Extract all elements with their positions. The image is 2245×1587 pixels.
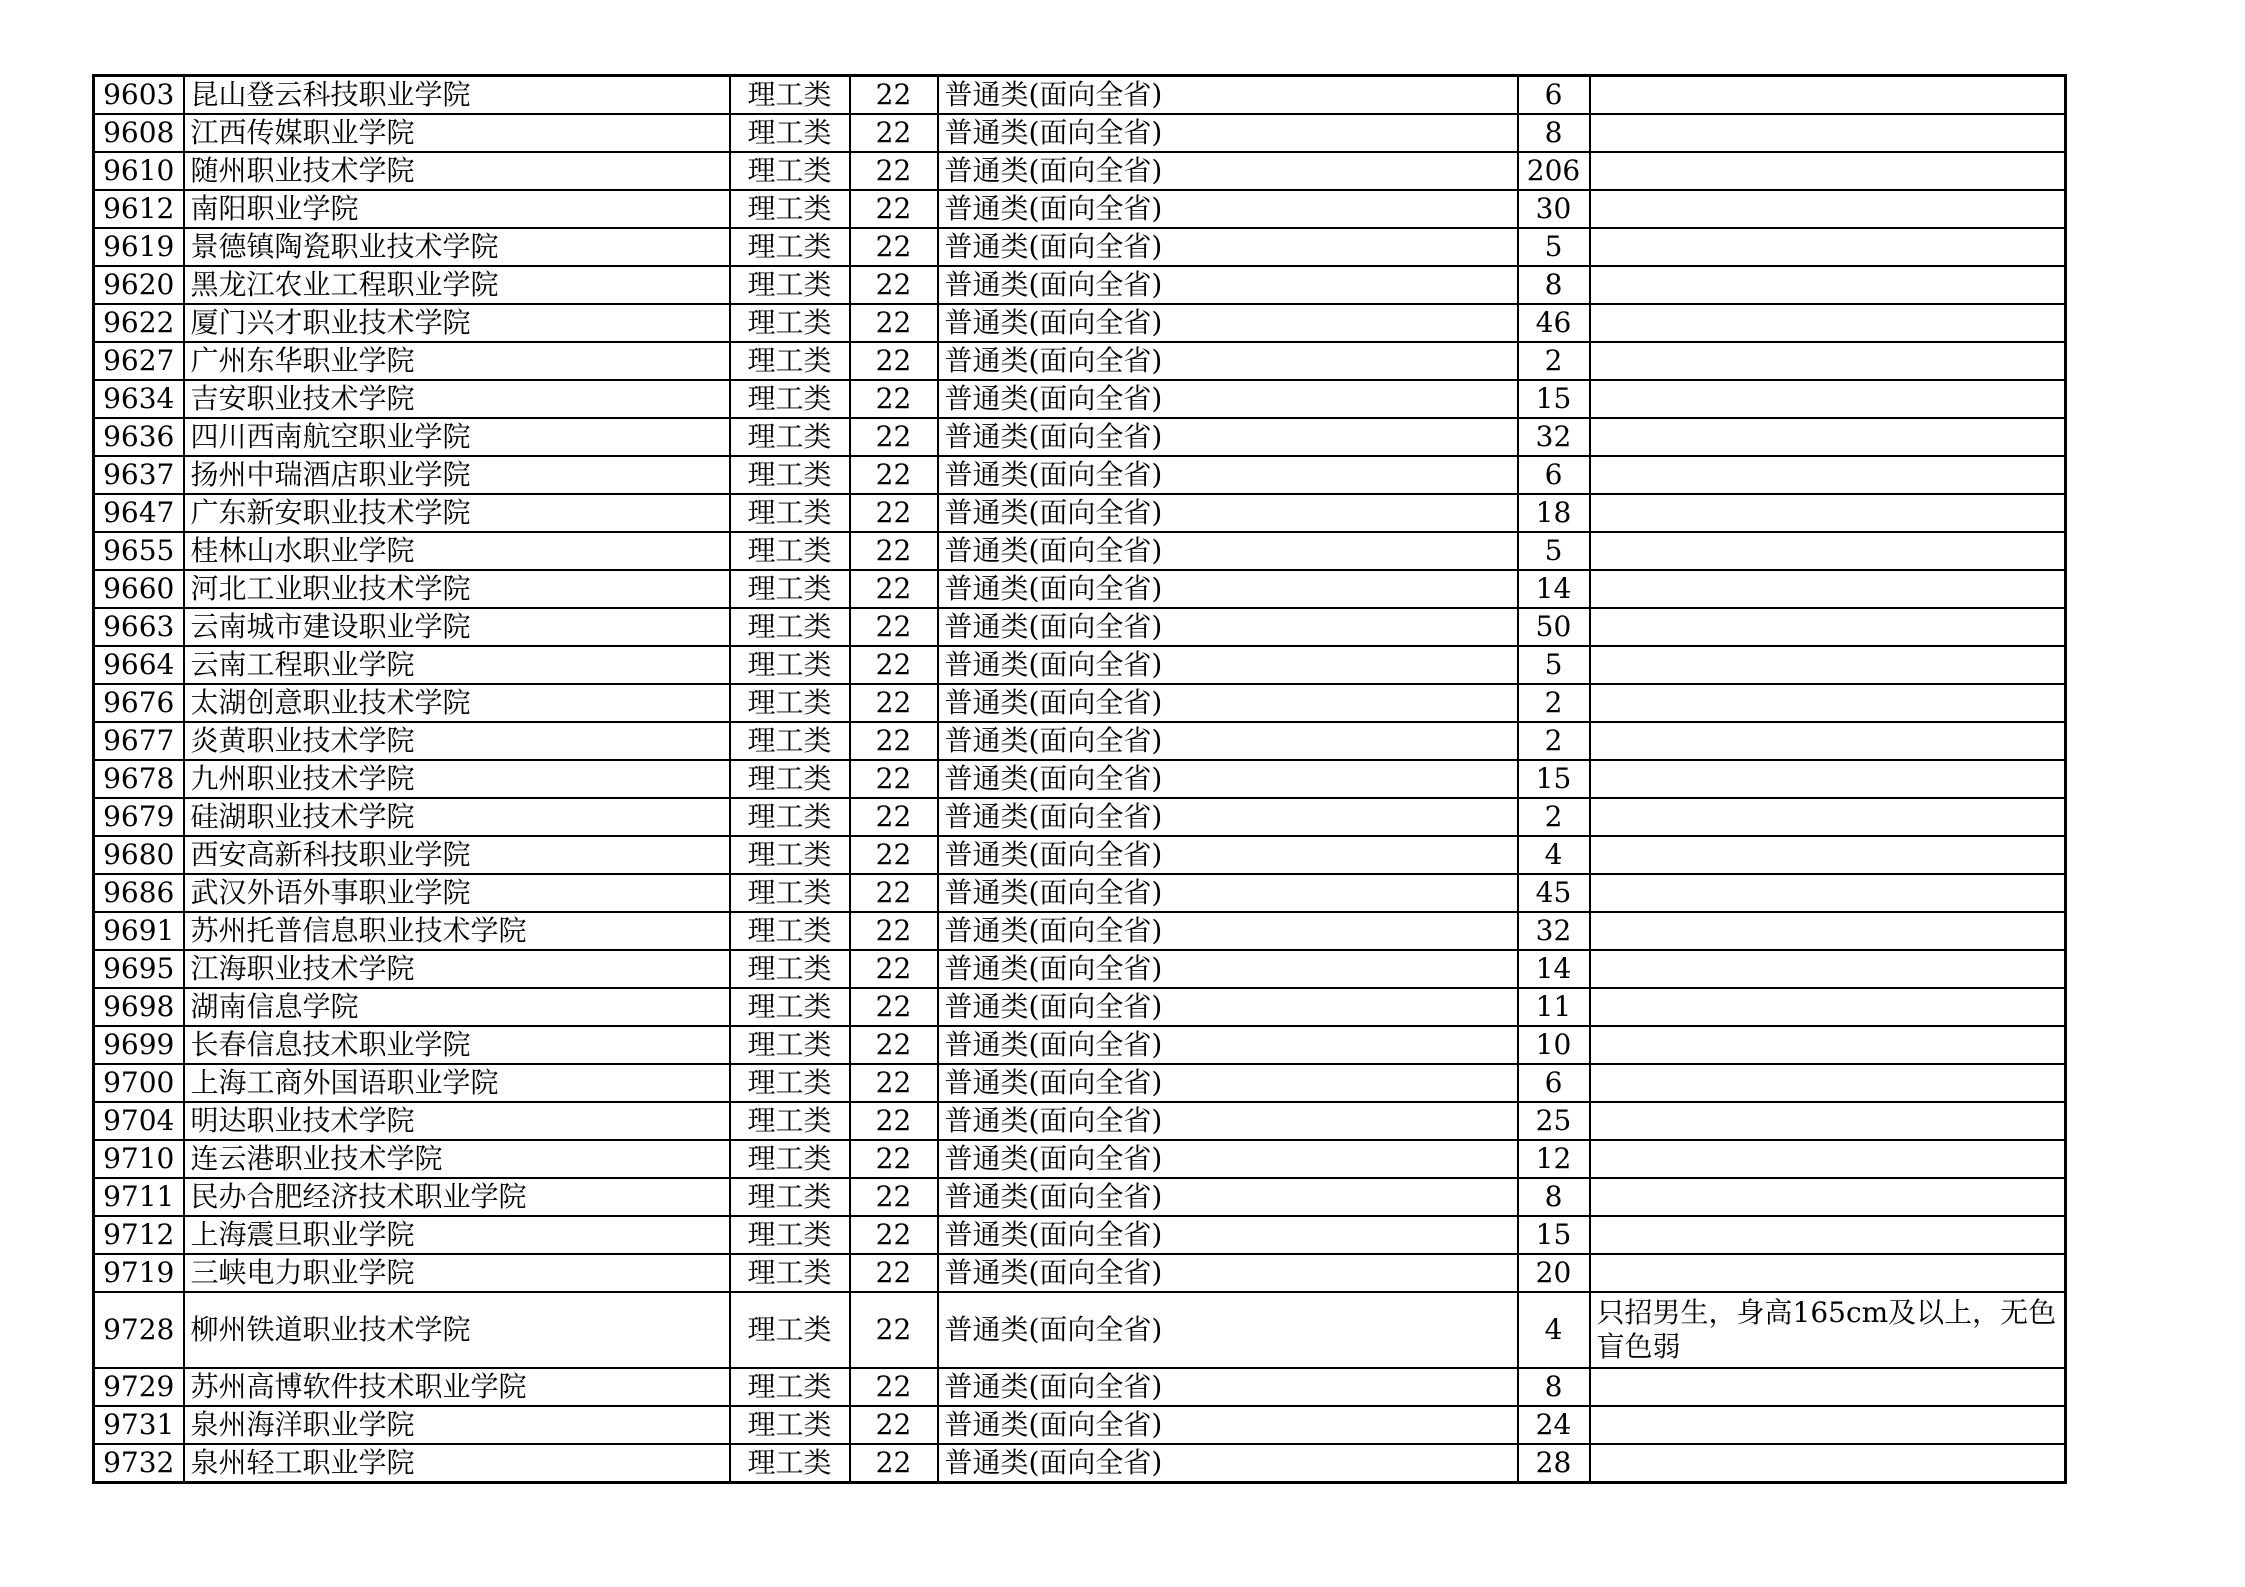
school-code-cell: 9680 — [94, 836, 184, 874]
subject-code-cell: 22 — [850, 266, 938, 304]
admission-type-cell: 普通类(面向全省) — [938, 342, 1518, 380]
table-row — [94, 1026, 2066, 1064]
admission-type-cell: 普通类(面向全省) — [938, 912, 1518, 950]
plan-count-cell: 28 — [1518, 1444, 1590, 1483]
school-code-cell: 9729 — [94, 1368, 184, 1406]
plan-count-cell: 4 — [1518, 1292, 1590, 1368]
subject-code-cell: 22 — [850, 1254, 938, 1292]
subject-code-cell: 22 — [850, 646, 938, 684]
school-code-cell: 9699 — [94, 1026, 184, 1064]
school-code-cell: 9647 — [94, 494, 184, 532]
plan-count-cell: 2 — [1518, 342, 1590, 380]
note-cell — [1590, 570, 2066, 608]
subject-code-cell: 22 — [850, 418, 938, 456]
subject-code-cell: 22 — [850, 1064, 938, 1102]
category-cell: 理工类 — [730, 418, 850, 456]
school-name-cell: 西安高新科技职业学院 — [184, 836, 730, 874]
table-row — [94, 1254, 2066, 1292]
subject-code-cell: 22 — [850, 950, 938, 988]
category-cell: 理工类 — [730, 494, 850, 532]
plan-count-cell: 8 — [1518, 266, 1590, 304]
admission-type-cell: 普通类(面向全省) — [938, 1444, 1518, 1483]
subject-code-cell: 22 — [850, 1026, 938, 1064]
school-code-cell: 9732 — [94, 1444, 184, 1483]
subject-code-cell: 22 — [850, 190, 938, 228]
table-row — [94, 912, 2066, 950]
plan-count-cell: 32 — [1518, 912, 1590, 950]
note-cell — [1590, 152, 2066, 190]
admissions-table — [92, 74, 2067, 1484]
note-cell — [1590, 1064, 2066, 1102]
category-cell: 理工类 — [730, 114, 850, 152]
table-row — [94, 114, 2066, 152]
note-cell — [1590, 798, 2066, 836]
school-name-cell: 武汉外语外事职业学院 — [184, 874, 730, 912]
plan-count-cell: 14 — [1518, 570, 1590, 608]
subject-code-cell: 22 — [850, 760, 938, 798]
category-cell: 理工类 — [730, 988, 850, 1026]
admission-type-cell: 普通类(面向全省) — [938, 1216, 1518, 1254]
note-cell — [1590, 418, 2066, 456]
subject-code-cell: 22 — [850, 494, 938, 532]
note-cell — [1590, 456, 2066, 494]
plan-count-cell: 8 — [1518, 1368, 1590, 1406]
admission-type-cell: 普通类(面向全省) — [938, 798, 1518, 836]
subject-code-cell: 22 — [850, 532, 938, 570]
plan-count-cell: 30 — [1518, 190, 1590, 228]
table-row — [94, 988, 2066, 1026]
school-name-cell: 云南工程职业学院 — [184, 646, 730, 684]
school-name-cell: 厦门兴才职业技术学院 — [184, 304, 730, 342]
admission-type-cell: 普通类(面向全省) — [938, 1178, 1518, 1216]
subject-code-cell: 22 — [850, 114, 938, 152]
note-cell — [1590, 874, 2066, 912]
plan-count-cell: 15 — [1518, 380, 1590, 418]
plan-count-cell: 12 — [1518, 1140, 1590, 1178]
note-cell — [1590, 760, 2066, 798]
school-name-cell: 泉州海洋职业学院 — [184, 1406, 730, 1444]
table-row — [94, 760, 2066, 798]
category-cell: 理工类 — [730, 152, 850, 190]
note-cell — [1590, 494, 2066, 532]
school-name-cell: 桂林山水职业学院 — [184, 532, 730, 570]
admission-type-cell: 普通类(面向全省) — [938, 950, 1518, 988]
category-cell: 理工类 — [730, 76, 850, 115]
table-row — [94, 1444, 2066, 1483]
plan-count-cell: 15 — [1518, 760, 1590, 798]
table-row — [94, 456, 2066, 494]
category-cell: 理工类 — [730, 228, 850, 266]
category-cell: 理工类 — [730, 570, 850, 608]
school-code-cell: 9695 — [94, 950, 184, 988]
table-row — [94, 608, 2066, 646]
school-code-cell: 9634 — [94, 380, 184, 418]
school-name-cell: 广东新安职业技术学院 — [184, 494, 730, 532]
subject-code-cell: 22 — [850, 76, 938, 115]
plan-count-cell: 18 — [1518, 494, 1590, 532]
table-row — [94, 494, 2066, 532]
subject-code-cell: 22 — [850, 1178, 938, 1216]
table-row — [94, 1406, 2066, 1444]
table-row — [94, 684, 2066, 722]
school-code-cell: 9710 — [94, 1140, 184, 1178]
admission-type-cell: 普通类(面向全省) — [938, 1292, 1518, 1368]
school-code-cell: 9636 — [94, 418, 184, 456]
school-name-cell: 太湖创意职业技术学院 — [184, 684, 730, 722]
school-name-cell: 景德镇陶瓷职业技术学院 — [184, 228, 730, 266]
note-cell — [1590, 836, 2066, 874]
table-row — [94, 76, 2066, 115]
note-cell — [1590, 1216, 2066, 1254]
note-cell — [1590, 266, 2066, 304]
note-cell — [1590, 1406, 2066, 1444]
plan-count-cell: 50 — [1518, 608, 1590, 646]
school-name-cell: 江西传媒职业学院 — [184, 114, 730, 152]
subject-code-cell: 22 — [850, 684, 938, 722]
admission-type-cell: 普通类(面向全省) — [938, 646, 1518, 684]
category-cell: 理工类 — [730, 1026, 850, 1064]
plan-count-cell: 6 — [1518, 76, 1590, 115]
subject-code-cell: 22 — [850, 1140, 938, 1178]
table-row — [94, 190, 2066, 228]
admission-type-cell: 普通类(面向全省) — [938, 760, 1518, 798]
school-code-cell: 9686 — [94, 874, 184, 912]
subject-code-cell: 22 — [850, 836, 938, 874]
category-cell: 理工类 — [730, 760, 850, 798]
category-cell: 理工类 — [730, 646, 850, 684]
table-row — [94, 1064, 2066, 1102]
table-row — [94, 342, 2066, 380]
admission-type-cell: 普通类(面向全省) — [938, 76, 1518, 115]
table-row — [94, 1368, 2066, 1406]
school-name-cell: 江海职业技术学院 — [184, 950, 730, 988]
table-row — [94, 152, 2066, 190]
note-cell — [1590, 76, 2066, 115]
school-code-cell: 9660 — [94, 570, 184, 608]
subject-code-cell: 22 — [850, 912, 938, 950]
school-name-cell: 明达职业技术学院 — [184, 1102, 730, 1140]
note-cell — [1590, 190, 2066, 228]
admission-type-cell: 普通类(面向全省) — [938, 1064, 1518, 1102]
note-cell — [1590, 342, 2066, 380]
table-row — [94, 304, 2066, 342]
subject-code-cell: 22 — [850, 874, 938, 912]
note-cell — [1590, 1178, 2066, 1216]
school-name-cell: 三峡电力职业学院 — [184, 1254, 730, 1292]
school-code-cell: 9655 — [94, 532, 184, 570]
school-name-cell: 昆山登云科技职业学院 — [184, 76, 730, 115]
category-cell: 理工类 — [730, 836, 850, 874]
school-name-cell: 广州东华职业学院 — [184, 342, 730, 380]
school-name-cell: 泉州轻工职业学院 — [184, 1444, 730, 1483]
school-name-cell: 随州职业技术学院 — [184, 152, 730, 190]
table-row — [94, 722, 2066, 760]
school-code-cell: 9676 — [94, 684, 184, 722]
subject-code-cell: 22 — [850, 988, 938, 1026]
subject-code-cell: 22 — [850, 1444, 938, 1483]
admission-type-cell: 普通类(面向全省) — [938, 1406, 1518, 1444]
plan-count-cell: 14 — [1518, 950, 1590, 988]
note-cell — [1590, 114, 2066, 152]
subject-code-cell: 22 — [850, 608, 938, 646]
admission-type-cell: 普通类(面向全省) — [938, 608, 1518, 646]
table-row — [94, 1140, 2066, 1178]
category-cell: 理工类 — [730, 1444, 850, 1483]
admission-type-cell: 普通类(面向全省) — [938, 1102, 1518, 1140]
table-row — [94, 1216, 2066, 1254]
school-code-cell: 9711 — [94, 1178, 184, 1216]
school-code-cell: 9663 — [94, 608, 184, 646]
admission-type-cell: 普通类(面向全省) — [938, 570, 1518, 608]
category-cell: 理工类 — [730, 532, 850, 570]
subject-code-cell: 22 — [850, 1406, 938, 1444]
table-row — [94, 1292, 2066, 1368]
table-row — [94, 1178, 2066, 1216]
category-cell: 理工类 — [730, 1102, 850, 1140]
table-row — [94, 532, 2066, 570]
table-body — [94, 76, 2066, 1483]
subject-code-cell: 22 — [850, 1102, 938, 1140]
category-cell: 理工类 — [730, 912, 850, 950]
category-cell: 理工类 — [730, 608, 850, 646]
school-name-cell: 柳州铁道职业技术学院 — [184, 1292, 730, 1368]
school-name-cell: 云南城市建设职业学院 — [184, 608, 730, 646]
plan-count-cell: 25 — [1518, 1102, 1590, 1140]
category-cell: 理工类 — [730, 456, 850, 494]
school-code-cell: 9712 — [94, 1216, 184, 1254]
admission-type-cell: 普通类(面向全省) — [938, 304, 1518, 342]
category-cell: 理工类 — [730, 1140, 850, 1178]
school-name-cell: 湖南信息学院 — [184, 988, 730, 1026]
plan-count-cell: 45 — [1518, 874, 1590, 912]
school-name-cell: 苏州高博软件技术职业学院 — [184, 1368, 730, 1406]
table-row — [94, 380, 2066, 418]
category-cell: 理工类 — [730, 1178, 850, 1216]
school-code-cell: 9603 — [94, 76, 184, 115]
table-row — [94, 266, 2066, 304]
subject-code-cell: 22 — [850, 228, 938, 266]
admission-type-cell: 普通类(面向全省) — [938, 228, 1518, 266]
note-cell — [1590, 1140, 2066, 1178]
note-cell: 只招男生，身高165cm及以上，无色盲色弱 — [1590, 1292, 2066, 1368]
category-cell: 理工类 — [730, 722, 850, 760]
category-cell: 理工类 — [730, 1254, 850, 1292]
admission-type-cell: 普通类(面向全省) — [938, 874, 1518, 912]
school-name-cell: 南阳职业学院 — [184, 190, 730, 228]
plan-count-cell: 5 — [1518, 646, 1590, 684]
school-name-cell: 四川西南航空职业学院 — [184, 418, 730, 456]
table-row — [94, 228, 2066, 266]
category-cell: 理工类 — [730, 1064, 850, 1102]
plan-count-cell: 5 — [1518, 532, 1590, 570]
admission-type-cell: 普通类(面向全省) — [938, 456, 1518, 494]
school-name-cell: 炎黄职业技术学院 — [184, 722, 730, 760]
plan-count-cell: 8 — [1518, 1178, 1590, 1216]
school-code-cell: 9700 — [94, 1064, 184, 1102]
note-cell — [1590, 1102, 2066, 1140]
note-cell — [1590, 1026, 2066, 1064]
school-name-cell: 九州职业技术学院 — [184, 760, 730, 798]
plan-count-cell: 46 — [1518, 304, 1590, 342]
table-row — [94, 570, 2066, 608]
table-row — [94, 646, 2066, 684]
admission-type-cell: 普通类(面向全省) — [938, 494, 1518, 532]
note-cell — [1590, 912, 2066, 950]
plan-count-cell: 10 — [1518, 1026, 1590, 1064]
subject-code-cell: 22 — [850, 722, 938, 760]
school-name-cell: 河北工业职业技术学院 — [184, 570, 730, 608]
category-cell: 理工类 — [730, 266, 850, 304]
admission-type-cell: 普通类(面向全省) — [938, 114, 1518, 152]
note-cell — [1590, 1368, 2066, 1406]
note-cell — [1590, 228, 2066, 266]
school-name-cell: 民办合肥经济技术职业学院 — [184, 1178, 730, 1216]
admission-type-cell: 普通类(面向全省) — [938, 1140, 1518, 1178]
school-code-cell: 9619 — [94, 228, 184, 266]
subject-code-cell: 22 — [850, 456, 938, 494]
plan-count-cell: 2 — [1518, 798, 1590, 836]
category-cell: 理工类 — [730, 684, 850, 722]
admission-type-cell: 普通类(面向全省) — [938, 190, 1518, 228]
admission-type-cell: 普通类(面向全省) — [938, 1254, 1518, 1292]
admission-type-cell: 普通类(面向全省) — [938, 532, 1518, 570]
admission-type-cell: 普通类(面向全省) — [938, 380, 1518, 418]
category-cell: 理工类 — [730, 874, 850, 912]
school-name-cell: 黑龙江农业工程职业学院 — [184, 266, 730, 304]
subject-code-cell: 22 — [850, 798, 938, 836]
category-cell: 理工类 — [730, 342, 850, 380]
table-row — [94, 798, 2066, 836]
category-cell: 理工类 — [730, 1368, 850, 1406]
note-cell — [1590, 988, 2066, 1026]
school-code-cell: 9608 — [94, 114, 184, 152]
table-row — [94, 1102, 2066, 1140]
category-cell: 理工类 — [730, 1292, 850, 1368]
school-code-cell: 9637 — [94, 456, 184, 494]
admission-type-cell: 普通类(面向全省) — [938, 1368, 1518, 1406]
note-cell — [1590, 1444, 2066, 1483]
table-row — [94, 418, 2066, 456]
school-name-cell: 上海震旦职业学院 — [184, 1216, 730, 1254]
subject-code-cell: 22 — [850, 380, 938, 418]
school-code-cell: 9719 — [94, 1254, 184, 1292]
admission-type-cell: 普通类(面向全省) — [938, 418, 1518, 456]
subject-code-cell: 22 — [850, 152, 938, 190]
category-cell: 理工类 — [730, 798, 850, 836]
school-code-cell: 9677 — [94, 722, 184, 760]
plan-count-cell: 6 — [1518, 1064, 1590, 1102]
school-code-cell: 9612 — [94, 190, 184, 228]
subject-code-cell: 22 — [850, 1292, 938, 1368]
school-code-cell: 9627 — [94, 342, 184, 380]
school-name-cell: 吉安职业技术学院 — [184, 380, 730, 418]
plan-count-cell: 5 — [1518, 228, 1590, 266]
admission-type-cell: 普通类(面向全省) — [938, 152, 1518, 190]
admission-type-cell: 普通类(面向全省) — [938, 266, 1518, 304]
subject-code-cell: 22 — [850, 304, 938, 342]
admission-type-cell: 普通类(面向全省) — [938, 1026, 1518, 1064]
plan-count-cell: 32 — [1518, 418, 1590, 456]
subject-code-cell: 22 — [850, 570, 938, 608]
admission-type-cell: 普通类(面向全省) — [938, 722, 1518, 760]
note-cell — [1590, 1254, 2066, 1292]
plan-count-cell: 8 — [1518, 114, 1590, 152]
subject-code-cell: 22 — [850, 342, 938, 380]
note-cell — [1590, 950, 2066, 988]
school-name-cell: 长春信息技术职业学院 — [184, 1026, 730, 1064]
subject-code-cell: 22 — [850, 1368, 938, 1406]
note-cell — [1590, 608, 2066, 646]
school-name-cell: 扬州中瑞酒店职业学院 — [184, 456, 730, 494]
admission-type-cell: 普通类(面向全省) — [938, 836, 1518, 874]
school-code-cell: 9622 — [94, 304, 184, 342]
note-cell — [1590, 380, 2066, 418]
plan-count-cell: 20 — [1518, 1254, 1590, 1292]
category-cell: 理工类 — [730, 304, 850, 342]
note-cell — [1590, 304, 2066, 342]
school-code-cell: 9620 — [94, 266, 184, 304]
school-code-cell: 9728 — [94, 1292, 184, 1368]
table-row — [94, 836, 2066, 874]
school-code-cell: 9698 — [94, 988, 184, 1026]
category-cell: 理工类 — [730, 950, 850, 988]
category-cell: 理工类 — [730, 380, 850, 418]
category-cell: 理工类 — [730, 1216, 850, 1254]
plan-count-cell: 24 — [1518, 1406, 1590, 1444]
school-name-cell: 硅湖职业技术学院 — [184, 798, 730, 836]
school-code-cell: 9610 — [94, 152, 184, 190]
school-name-cell: 上海工商外国语职业学院 — [184, 1064, 730, 1102]
note-cell — [1590, 722, 2066, 760]
school-code-cell: 9679 — [94, 798, 184, 836]
plan-count-cell: 2 — [1518, 684, 1590, 722]
plan-count-cell: 2 — [1518, 722, 1590, 760]
table-row — [94, 950, 2066, 988]
school-name-cell: 苏州托普信息职业技术学院 — [184, 912, 730, 950]
note-cell — [1590, 532, 2066, 570]
school-code-cell: 9678 — [94, 760, 184, 798]
note-cell — [1590, 646, 2066, 684]
admission-type-cell: 普通类(面向全省) — [938, 684, 1518, 722]
school-code-cell: 9731 — [94, 1406, 184, 1444]
subject-code-cell: 22 — [850, 1216, 938, 1254]
category-cell: 理工类 — [730, 190, 850, 228]
school-code-cell: 9664 — [94, 646, 184, 684]
school-code-cell: 9691 — [94, 912, 184, 950]
school-name-cell: 连云港职业技术学院 — [184, 1140, 730, 1178]
plan-count-cell: 4 — [1518, 836, 1590, 874]
plan-count-cell: 206 — [1518, 152, 1590, 190]
plan-count-cell: 15 — [1518, 1216, 1590, 1254]
admission-type-cell: 普通类(面向全省) — [938, 988, 1518, 1026]
school-code-cell: 9704 — [94, 1102, 184, 1140]
table-row — [94, 874, 2066, 912]
category-cell: 理工类 — [730, 1406, 850, 1444]
note-cell — [1590, 684, 2066, 722]
plan-count-cell: 11 — [1518, 988, 1590, 1026]
plan-count-cell: 6 — [1518, 456, 1590, 494]
